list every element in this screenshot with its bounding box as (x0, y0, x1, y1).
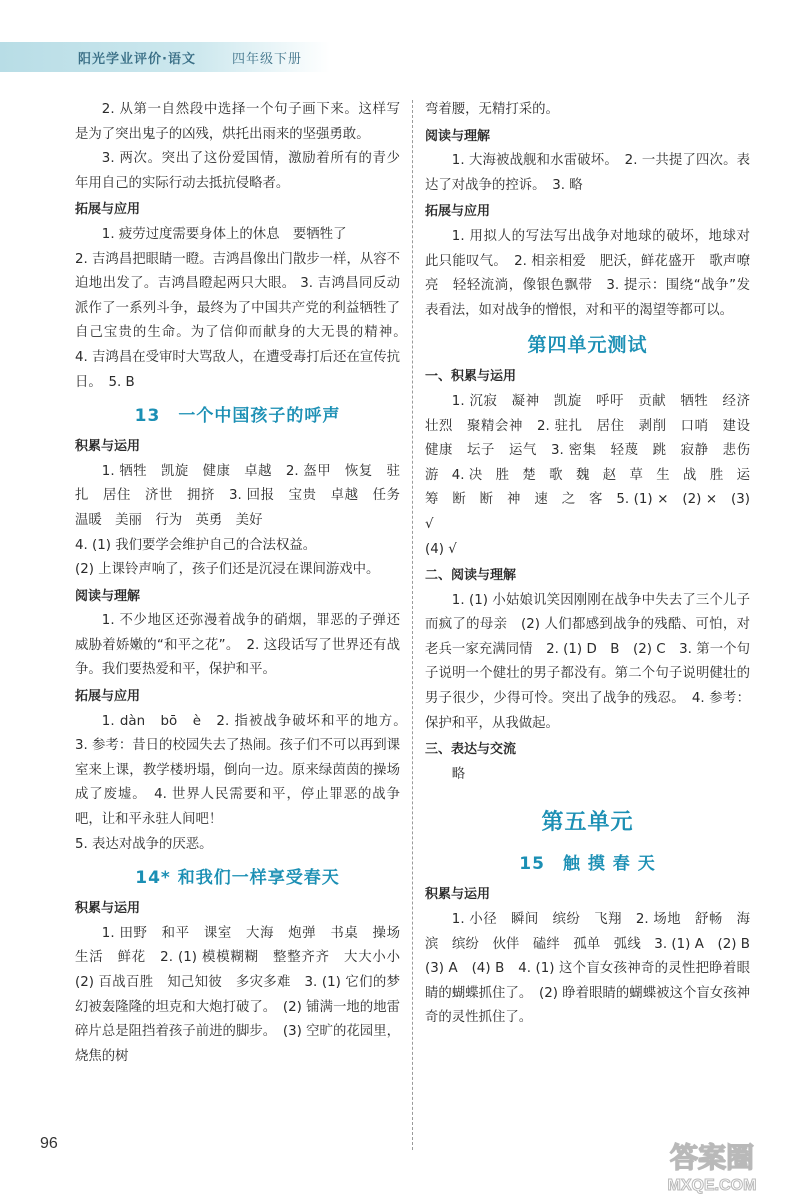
answer-paragraph: 略 (451, 766, 466, 782)
lesson-title: 13 一个中国孩子的呼声 (134, 406, 341, 427)
left-column (75, 98, 414, 1069)
answer-paragraph: 2. 吉鸿昌把眼睛一瞪。吉鸿昌像出门散步一样，从容不迫地出发了。吉鸿昌瞪起两只大眼。 3. 吉鸿昌同反动派作了一系列斗争，最终为了中国共产党的利益牺牲了自己宝贵的生命。为了信仰而献身的大无畏的精神。 4. 吉鸿昌在受审时大骂敌人，在遭受毒打后还在宣传抗日。 5. B (75, 251, 414, 390)
column-divider (412, 100, 413, 1150)
section-heading: 一、积累与运用 (425, 369, 517, 385)
watermark-url-text: MXQE.COM (667, 1177, 757, 1194)
header-book-title: 阳光学业评价·语文 (78, 52, 196, 67)
section-heading: 拓展与应用 (75, 202, 141, 218)
right-column (425, 98, 764, 1031)
lesson-title: 15 触 摸 春 天 (519, 854, 656, 875)
answer-paragraph: 5. 表达对战争的厌恶。 (75, 836, 213, 852)
answer-paragraph: 1. 用拟人的写法写出战争对地球的破坏，地球对此只能叹气。 2. 相亲相爱 肥沃，鲜花盛开 歌声嘹亮 轻轻流淌，像银色飘带 3. 提示：围绕“战争”发表看法，如对战争的憎恨，对和平的渴望等都可以。 (425, 228, 750, 318)
section-heading: 三、表达与交流 (425, 742, 517, 758)
section-heading: 积累与运用 (75, 901, 141, 917)
answer-paragraph: 1. (1) 小姑娘讥笑因刚刚在战争中失去了三个儿子而疯了的母亲 (2) 人们都感到战争的残酷、可怕，对老兵一家充满同情 2. (1) D B (2) C 3. 第一个句子说明一个健壮的男子都没有。第二个句子说明健壮的男子很少，少得可怜。突出了战争的残忍。 4. 参考：保护和平，从我做起。 (425, 592, 750, 731)
answer-paragraph: 1. 大海被战舰和水雷破坏。 2. 一共提了四次。表达了对战争的控诉。 3. 略 (425, 153, 750, 193)
section-heading: 积累与运用 (75, 439, 141, 455)
section-heading: 阅读与理解 (425, 128, 491, 144)
section-heading: 积累与运用 (425, 887, 491, 903)
page-number: 96 (40, 1135, 58, 1152)
answer-paragraph: 3. 两次。突出了这份爱国情，激励着所有的青少年用自己的实际行动去抵抗侵略者。 (75, 151, 400, 191)
header-grade: 四年级下册 (232, 52, 303, 67)
section-heading: 拓展与应用 (75, 689, 141, 705)
answer-paragraph: 2. 从第一自然段中选择一个句子画下来。这样写是为了突出鬼子的凶残，烘托出雨来的坚强勇敢。 (75, 102, 400, 142)
answer-paragraph: 1. 疲劳过度需要身体上的休息 要牺牲了 (101, 226, 347, 242)
answer-paragraph: 弯着腰，无精打采的。 (425, 102, 559, 117)
section-heading: 阅读与理解 (75, 588, 141, 604)
unit-test-title: 第四单元测试 (527, 334, 648, 357)
answer-paragraph: 1. 不少地区还弥漫着战争的硝烟，罪恶的子弹还威胁着娇嫩的“和平之花”。 2. 这段话写了世界还有战争。我们要热爱和平，保护和平。 (75, 613, 400, 678)
answer-paragraph: 1. 小径 瞬间 缤纷 飞翔 2. 场地 舒畅 海滨 缤纷 伙伴 磕绊 孤单 弧线 3. (1) A (2) B (3) A (4) B 4. (1) 这个盲女孩神奇的灵性把睁着眼睛的蝴蝶抓住了。 (2) 睁着眼睛的蝴蝶被这个盲女孩神奇的灵性抓住了。 (425, 912, 764, 1026)
answer-paragraph: 1. 田野 和平 课室 大海 炮弹 书桌 操场 生活 鲜花 2. (1) 模模糊糊 整整齐齐 大大小小 (2) 百战百胜 知己知彼 多灾多难 3. (1) 它们的梦幻被轰隆隆的坦克和大炮打破了。 (2) 铺满一地的地雷碎片总是阻挡着孩子前进的脚步。 (3) 空旷的花园里，烧焦的树 (75, 925, 414, 1064)
section-heading: 二、阅读与理解 (425, 568, 517, 584)
unit-title: 第五单元 (541, 810, 634, 836)
lesson-title: 14* 和我们一样享受春天 (135, 868, 340, 889)
watermark-main-text: 答案圈 (669, 1141, 755, 1174)
section-heading: 拓展与应用 (425, 204, 491, 220)
watermark-logo (640, 1135, 785, 1195)
answer-paragraph: 4. (1) 我们要学会维护自己的合法权益。 (75, 537, 317, 553)
answer-paragraph: (4) √ (425, 541, 457, 557)
answer-paragraph: 1. dàn bō è 2. 指被战争破坏和平的地方。 3. 参考：昔日的校园失去了热闹。孩子们不可以再到课室来上课，教学楼坍塌，倒向一边。原来绿茵茵的操场成了废墟。 4. 世界人民需要和平，停止罪恶的战争吧，让和平永驻人间吧！ (75, 713, 414, 828)
answer-paragraph: 1. 沉寂 凝神 凯旋 呼吁 贡献 牺牲 经济 壮烈 聚精会神 2. 驻扎 居住 剥削 口哨 建设 健康 坛子 运气 3. 密集 轻蔑 跳 寂静 悲伤 游 4. 决 胜 楚 歌 魏 赵 草 生 战 胜 运 筹 断 断 神 速 之 客 5. (1) × (2) × (3) √ (425, 393, 764, 532)
answer-paragraph: (2) 上课铃声响了，孩子们还是沉浸在课间游戏中。 (75, 562, 380, 578)
answer-paragraph: 1. 牺牲 凯旋 健康 卓越 2. 盔甲 恢复 驻扎 居住 济世 拥挤 3. 回报 宝贵 卓越 任务 温暖 美丽 行为 英勇 美好 (75, 463, 414, 528)
